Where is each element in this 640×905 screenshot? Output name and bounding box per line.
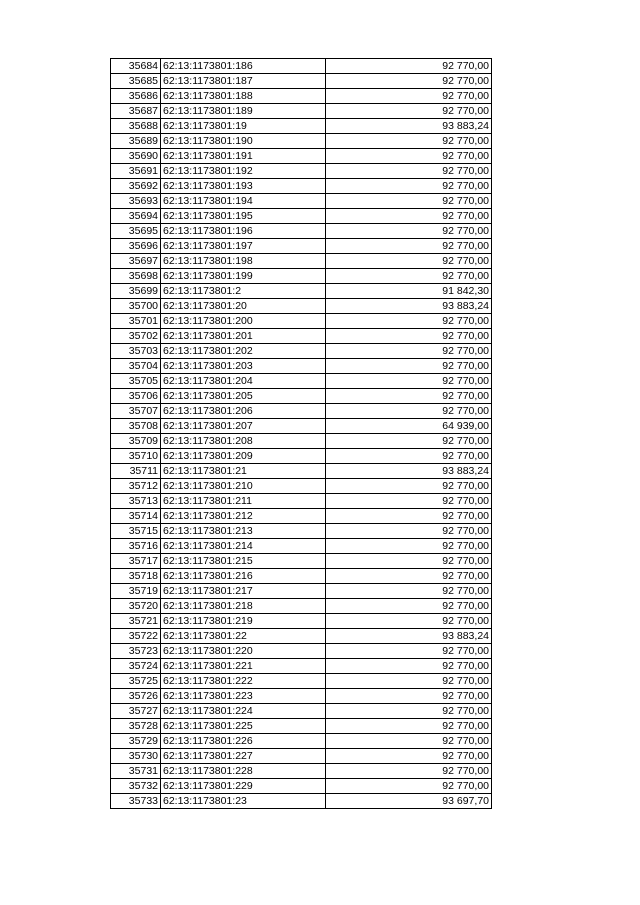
row-number-cell: 35722 [111, 629, 161, 644]
row-number-cell: 35720 [111, 599, 161, 614]
value-cell: 93 883,24 [326, 299, 492, 314]
cadastral-number-cell: 62:13:1173801:209 [161, 449, 326, 464]
table-row [111, 629, 492, 644]
cadastral-number-cell: 62:13:1173801:197 [161, 239, 326, 254]
cadastral-number-cell: 62:13:1173801:211 [161, 494, 326, 509]
value-cell: 92 770,00 [326, 479, 492, 494]
row-number-cell: 35700 [111, 299, 161, 314]
table-row [111, 119, 492, 134]
value-cell: 92 770,00 [326, 344, 492, 359]
value-cell: 92 770,00 [326, 314, 492, 329]
table-row [111, 344, 492, 359]
cadastral-value-table [110, 58, 492, 809]
row-number-cell: 35692 [111, 179, 161, 194]
row-number-cell: 35688 [111, 119, 161, 134]
row-number-cell: 35691 [111, 164, 161, 179]
value-cell: 92 770,00 [326, 734, 492, 749]
value-cell: 92 770,00 [326, 554, 492, 569]
cadastral-number-cell: 62:13:1173801:218 [161, 599, 326, 614]
table-row [111, 749, 492, 764]
value-cell: 92 770,00 [326, 179, 492, 194]
value-cell: 64 939,00 [326, 419, 492, 434]
row-number-cell: 35719 [111, 584, 161, 599]
cadastral-number-cell: 62:13:1173801:200 [161, 314, 326, 329]
row-number-cell: 35686 [111, 89, 161, 104]
cadastral-number-cell: 62:13:1173801:212 [161, 509, 326, 524]
cadastral-number-cell: 62:13:1173801:2 [161, 284, 326, 299]
row-number-cell: 35725 [111, 674, 161, 689]
table-row [111, 524, 492, 539]
cadastral-number-cell: 62:13:1173801:188 [161, 89, 326, 104]
cadastral-number-cell: 62:13:1173801:210 [161, 479, 326, 494]
cadastral-number-cell: 62:13:1173801:219 [161, 614, 326, 629]
cadastral-number-cell: 62:13:1173801:215 [161, 554, 326, 569]
row-number-cell: 35714 [111, 509, 161, 524]
row-number-cell: 35716 [111, 539, 161, 554]
table-row [111, 254, 492, 269]
row-number-cell: 35730 [111, 749, 161, 764]
cadastral-number-cell: 62:13:1173801:189 [161, 104, 326, 119]
table-row [111, 689, 492, 704]
table-row [111, 584, 492, 599]
cadastral-number-cell: 62:13:1173801:203 [161, 359, 326, 374]
cadastral-number-cell: 62:13:1173801:208 [161, 434, 326, 449]
value-cell: 92 770,00 [326, 599, 492, 614]
cadastral-number-cell: 62:13:1173801:186 [161, 59, 326, 74]
table-row [111, 134, 492, 149]
table-row [111, 539, 492, 554]
cadastral-number-cell: 62:13:1173801:225 [161, 719, 326, 734]
row-number-cell: 35701 [111, 314, 161, 329]
row-number-cell: 35712 [111, 479, 161, 494]
table-row [111, 704, 492, 719]
row-number-cell: 35698 [111, 269, 161, 284]
row-number-cell: 35729 [111, 734, 161, 749]
cadastral-number-cell: 62:13:1173801:205 [161, 389, 326, 404]
value-cell: 92 770,00 [326, 524, 492, 539]
table-row [111, 479, 492, 494]
row-number-cell: 35702 [111, 329, 161, 344]
table-row [111, 659, 492, 674]
table-row [111, 794, 492, 809]
row-number-cell: 35723 [111, 644, 161, 659]
row-number-cell: 35693 [111, 194, 161, 209]
row-number-cell: 35713 [111, 494, 161, 509]
value-cell: 92 770,00 [326, 509, 492, 524]
row-number-cell: 35710 [111, 449, 161, 464]
value-cell: 92 770,00 [326, 434, 492, 449]
row-number-cell: 35696 [111, 239, 161, 254]
value-cell: 92 770,00 [326, 254, 492, 269]
value-cell: 92 770,00 [326, 389, 492, 404]
value-cell: 92 770,00 [326, 494, 492, 509]
row-number-cell: 35724 [111, 659, 161, 674]
table-row [111, 284, 492, 299]
row-number-cell: 35690 [111, 149, 161, 164]
value-cell: 92 770,00 [326, 134, 492, 149]
table-row [111, 779, 492, 794]
cadastral-number-cell: 62:13:1173801:19 [161, 119, 326, 134]
cadastral-number-cell: 62:13:1173801:190 [161, 134, 326, 149]
table-row [111, 224, 492, 239]
row-number-cell: 35718 [111, 569, 161, 584]
table-row [111, 329, 492, 344]
cadastral-number-cell: 62:13:1173801:226 [161, 734, 326, 749]
table-row [111, 389, 492, 404]
table-row [111, 194, 492, 209]
cadastral-number-cell: 62:13:1173801:191 [161, 149, 326, 164]
table-row [111, 464, 492, 479]
row-number-cell: 35726 [111, 689, 161, 704]
cadastral-number-cell: 62:13:1173801:214 [161, 539, 326, 554]
value-cell: 92 770,00 [326, 779, 492, 794]
table-row [111, 59, 492, 74]
value-cell: 92 770,00 [326, 74, 492, 89]
value-cell: 93 883,24 [326, 119, 492, 134]
value-cell: 92 770,00 [326, 614, 492, 629]
cadastral-number-cell: 62:13:1173801:21 [161, 464, 326, 479]
table-row [111, 449, 492, 464]
table-row [111, 269, 492, 284]
value-cell: 92 770,00 [326, 224, 492, 239]
cadastral-number-cell: 62:13:1173801:223 [161, 689, 326, 704]
table-row [111, 404, 492, 419]
table-row [111, 74, 492, 89]
row-number-cell: 35705 [111, 374, 161, 389]
value-cell: 92 770,00 [326, 749, 492, 764]
value-cell: 92 770,00 [326, 209, 492, 224]
value-cell: 93 883,24 [326, 464, 492, 479]
value-cell: 92 770,00 [326, 644, 492, 659]
cadastral-number-cell: 62:13:1173801:220 [161, 644, 326, 659]
cadastral-number-cell: 62:13:1173801:221 [161, 659, 326, 674]
row-number-cell: 35709 [111, 434, 161, 449]
value-cell: 92 770,00 [326, 764, 492, 779]
table-row [111, 614, 492, 629]
cadastral-number-cell: 62:13:1173801:198 [161, 254, 326, 269]
value-cell: 92 770,00 [326, 194, 492, 209]
cadastral-number-cell: 62:13:1173801:195 [161, 209, 326, 224]
row-number-cell: 35689 [111, 134, 161, 149]
cadastral-number-cell: 62:13:1173801:20 [161, 299, 326, 314]
cadastral-number-cell: 62:13:1173801:202 [161, 344, 326, 359]
value-cell: 92 770,00 [326, 164, 492, 179]
cadastral-number-cell: 62:13:1173801:196 [161, 224, 326, 239]
cadastral-number-cell: 62:13:1173801:201 [161, 329, 326, 344]
table-row [111, 599, 492, 614]
table-row [111, 494, 492, 509]
cadastral-number-cell: 62:13:1173801:222 [161, 674, 326, 689]
table-row [111, 89, 492, 104]
value-cell: 92 770,00 [326, 689, 492, 704]
value-cell: 92 770,00 [326, 584, 492, 599]
cadastral-number-cell: 62:13:1173801:187 [161, 74, 326, 89]
value-cell: 92 770,00 [326, 239, 492, 254]
table-row [111, 359, 492, 374]
value-cell: 92 770,00 [326, 404, 492, 419]
value-cell: 92 770,00 [326, 59, 492, 74]
row-number-cell: 35699 [111, 284, 161, 299]
value-cell: 92 770,00 [326, 719, 492, 734]
cadastral-number-cell: 62:13:1173801:192 [161, 164, 326, 179]
cadastral-number-cell: 62:13:1173801:206 [161, 404, 326, 419]
value-cell: 92 770,00 [326, 449, 492, 464]
cadastral-number-cell: 62:13:1173801:22 [161, 629, 326, 644]
value-cell: 92 770,00 [326, 89, 492, 104]
table-row [111, 164, 492, 179]
table-row [111, 179, 492, 194]
cadastral-number-cell: 62:13:1173801:228 [161, 764, 326, 779]
row-number-cell: 35717 [111, 554, 161, 569]
table-row [111, 149, 492, 164]
table-row [111, 644, 492, 659]
value-cell: 92 770,00 [326, 539, 492, 554]
row-number-cell: 35721 [111, 614, 161, 629]
table-body [111, 59, 492, 809]
cadastral-number-cell: 62:13:1173801:224 [161, 704, 326, 719]
cadastral-number-cell: 62:13:1173801:216 [161, 569, 326, 584]
table-row [111, 104, 492, 119]
table-row [111, 434, 492, 449]
row-number-cell: 35708 [111, 419, 161, 434]
row-number-cell: 35697 [111, 254, 161, 269]
value-cell: 92 770,00 [326, 359, 492, 374]
row-number-cell: 35704 [111, 359, 161, 374]
table-row [111, 734, 492, 749]
table-row [111, 299, 492, 314]
value-cell: 92 770,00 [326, 659, 492, 674]
row-number-cell: 35707 [111, 404, 161, 419]
cadastral-number-cell: 62:13:1173801:193 [161, 179, 326, 194]
cadastral-number-cell: 62:13:1173801:199 [161, 269, 326, 284]
value-cell: 91 842,30 [326, 284, 492, 299]
row-number-cell: 35694 [111, 209, 161, 224]
table-row [111, 419, 492, 434]
cadastral-number-cell: 62:13:1173801:204 [161, 374, 326, 389]
table-row [111, 314, 492, 329]
row-number-cell: 35711 [111, 464, 161, 479]
cadastral-number-cell: 62:13:1173801:213 [161, 524, 326, 539]
table-row [111, 239, 492, 254]
table-row [111, 554, 492, 569]
value-cell: 92 770,00 [326, 374, 492, 389]
value-cell: 92 770,00 [326, 269, 492, 284]
table-row [111, 764, 492, 779]
value-cell: 92 770,00 [326, 569, 492, 584]
cadastral-number-cell: 62:13:1173801:207 [161, 419, 326, 434]
value-cell: 93 697,70 [326, 794, 492, 809]
row-number-cell: 35732 [111, 779, 161, 794]
cadastral-number-cell: 62:13:1173801:229 [161, 779, 326, 794]
row-number-cell: 35731 [111, 764, 161, 779]
row-number-cell: 35703 [111, 344, 161, 359]
table-row [111, 569, 492, 584]
table-row [111, 374, 492, 389]
table-row [111, 674, 492, 689]
table-row [111, 719, 492, 734]
cadastral-number-cell: 62:13:1173801:194 [161, 194, 326, 209]
table-row [111, 509, 492, 524]
table-row [111, 209, 492, 224]
value-cell: 92 770,00 [326, 674, 492, 689]
row-number-cell: 35706 [111, 389, 161, 404]
value-cell: 92 770,00 [326, 704, 492, 719]
row-number-cell: 35695 [111, 224, 161, 239]
cadastral-number-cell: 62:13:1173801:217 [161, 584, 326, 599]
cadastral-number-cell: 62:13:1173801:227 [161, 749, 326, 764]
value-cell: 92 770,00 [326, 329, 492, 344]
row-number-cell: 35727 [111, 704, 161, 719]
value-cell: 92 770,00 [326, 149, 492, 164]
value-cell: 92 770,00 [326, 104, 492, 119]
cadastral-number-cell: 62:13:1173801:23 [161, 794, 326, 809]
row-number-cell: 35685 [111, 74, 161, 89]
row-number-cell: 35728 [111, 719, 161, 734]
value-cell: 93 883,24 [326, 629, 492, 644]
row-number-cell: 35687 [111, 104, 161, 119]
row-number-cell: 35684 [111, 59, 161, 74]
row-number-cell: 35733 [111, 794, 161, 809]
row-number-cell: 35715 [111, 524, 161, 539]
